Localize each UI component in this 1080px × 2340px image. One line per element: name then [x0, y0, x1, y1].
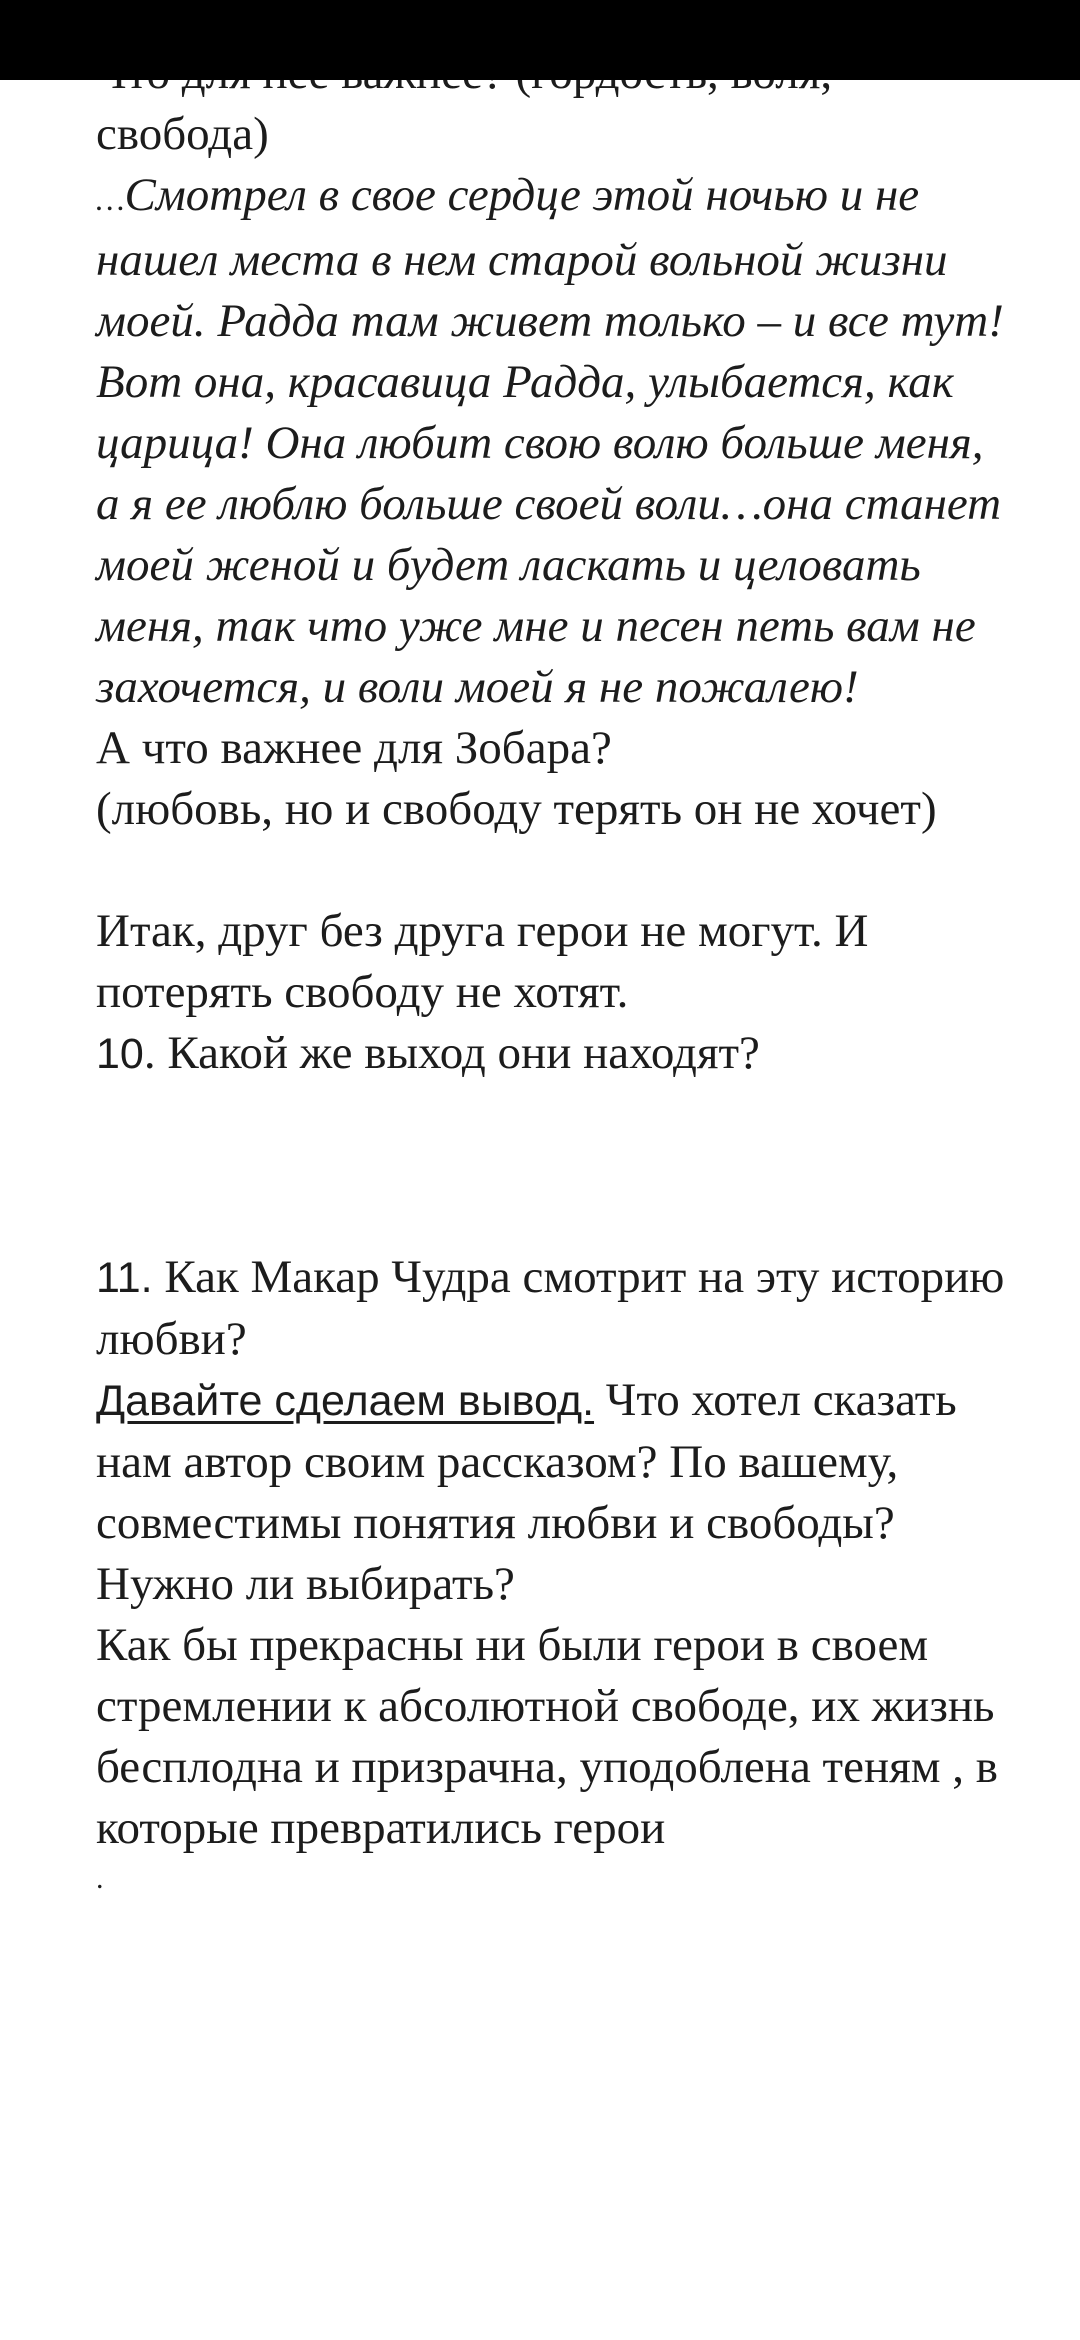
summary-paragraph: Итак, друг без друга герои не могут. И потерять свободу не хотят. [96, 905, 869, 1018]
quote-ellipsis: … [96, 181, 125, 217]
answer-zobar: (любовь, но и свободу терять он не хочет) [96, 783, 937, 835]
question-11-number: 11. [96, 1254, 153, 1302]
zobar-quote [96, 165, 1016, 718]
status-bar [0, 0, 1080, 80]
question-zobar: А что важнее для Зобара? [96, 722, 612, 774]
conclusion-paragraph [96, 1370, 1016, 1615]
conclusion-text: Что хотел сказать нам автор своим рассказом? По вашему, совместимы понятия любви и свободы? Нужно ли выбирать? [96, 1374, 957, 1610]
question-10-text: . Какой же выход они находят? [143, 1027, 760, 1079]
final-paragraph: Как бы прекрасны ни были герои в своем стремлении к абсолютной свободе, их жизнь бесплодна и призрачна, уподоблена теням , в которые превратились герои [96, 1619, 998, 1854]
conclusion-heading: Давайте сделаем вывод. [96, 1377, 595, 1425]
freedom-line: свобода) [96, 108, 269, 160]
document-content [96, 0, 1016, 1899]
question-10-number: 10 [96, 1030, 144, 1078]
end-dot: . [96, 1862, 104, 1895]
question-11 [96, 1247, 1016, 1370]
quote-text: Смотрел в свое сердце этой ночью и не нашел места в нем старой вольной жизни моей. Радда там живет только – и все тут! Вот она, красавица Радда, улыбается, как царица! Она любит свою волю больше меня, а я ее люблю больше своей воли…она станет моей женой и будет ласкать и целовать меня, так что уже мне и песен петь вам не захочется, и воли моей я не пожалею! [96, 169, 1004, 713]
question-11-text: Как Макар Чудра смотрит на эту историю любви? [96, 1251, 1005, 1365]
question-10 [96, 1023, 1016, 1085]
